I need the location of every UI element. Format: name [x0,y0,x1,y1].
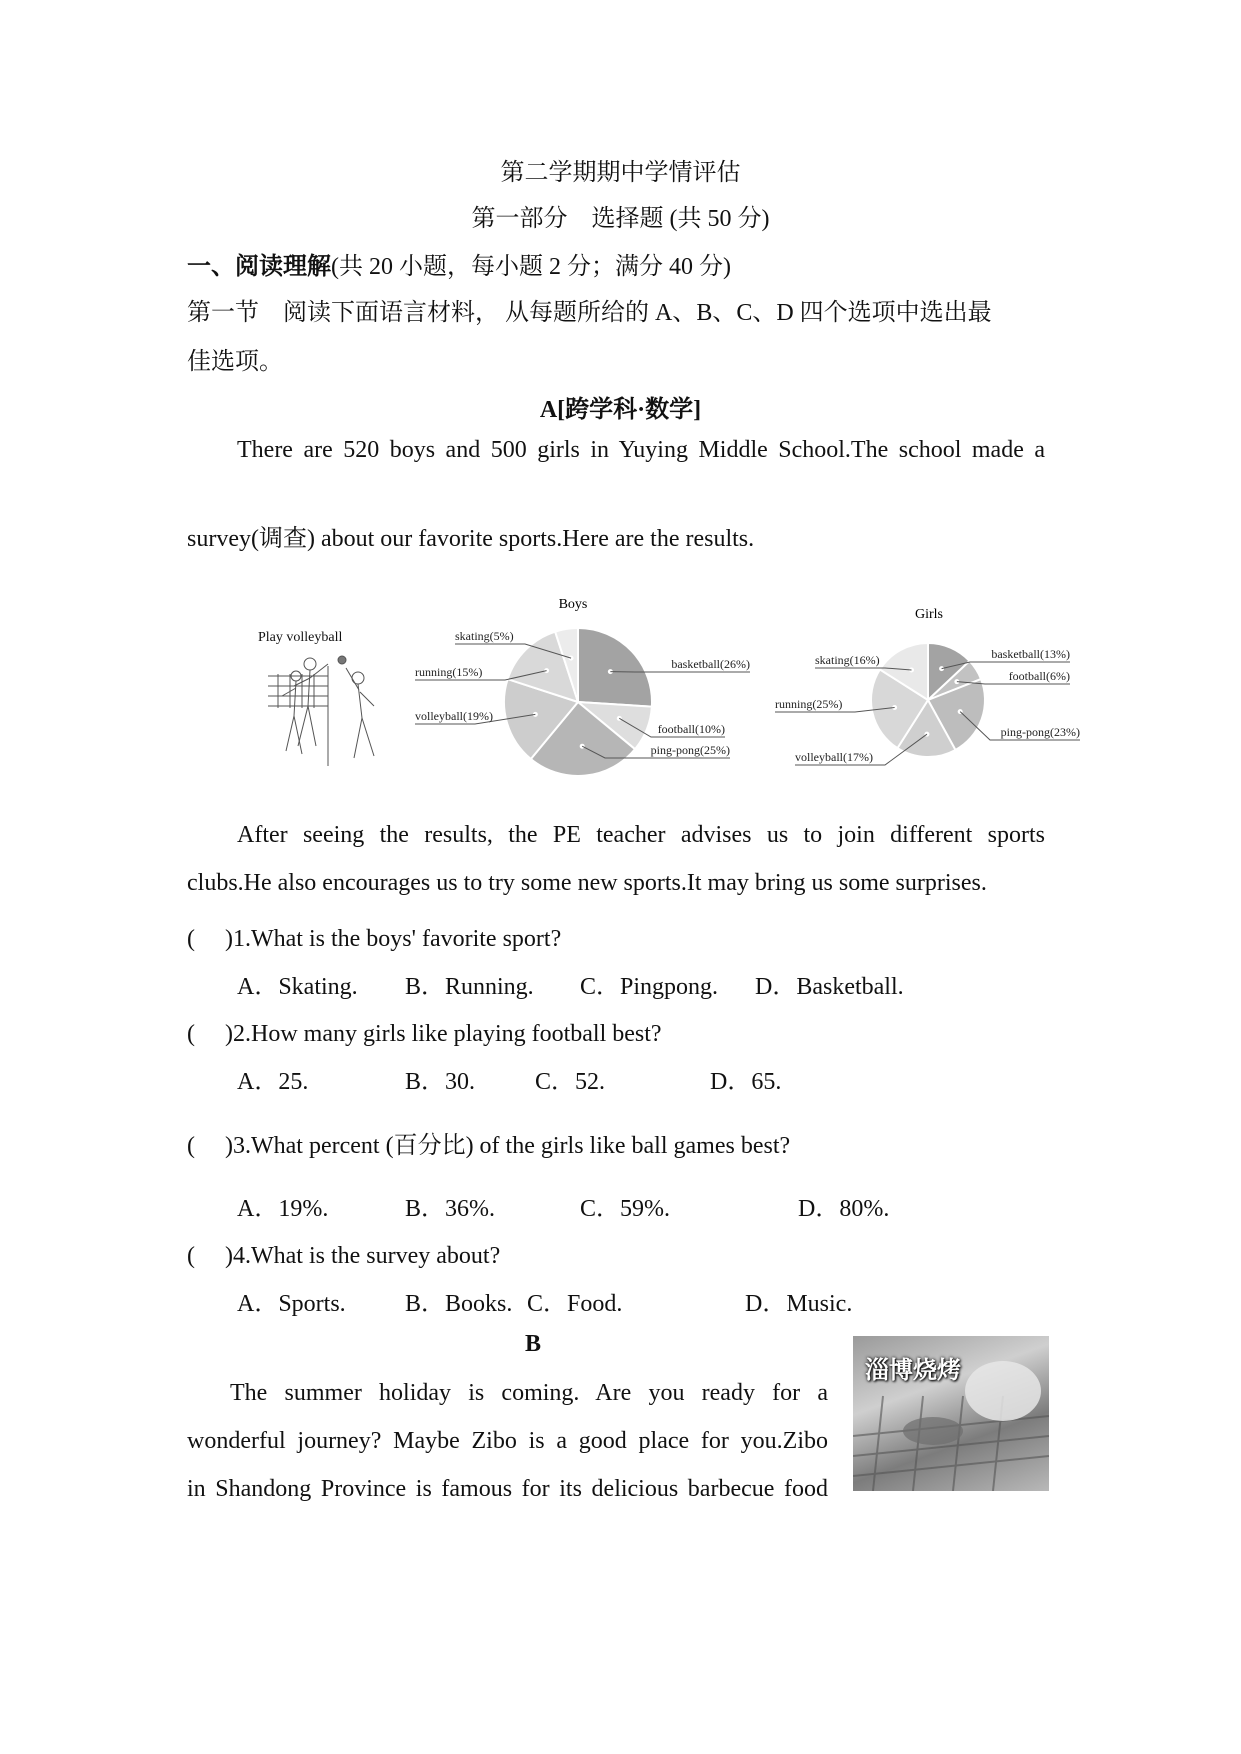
question-4-stem: ( )4.What is the survey about? [187,1243,501,1269]
pie-leader-dot [569,656,574,661]
q4-option-c[interactable]: C．Food. [527,1291,623,1317]
passage-b-line-2: wonderful journey? Maybe Zibo is a good place for you.Zibo [187,1428,828,1454]
q4-option-b[interactable]: B．Books. [405,1291,513,1317]
pie-label-basketball: basketball(13%) [991,647,1070,661]
q1-option-d[interactable]: D．Basketball. [755,974,904,1000]
pie-label-football: football(6%) [1008,669,1070,683]
page-title: 第二学期期中学情评估 [500,160,741,186]
q2-option-b[interactable]: B．30. [405,1069,476,1095]
q1-option-a[interactable]: A．Skating. [237,974,358,1000]
q3-option-d[interactable]: D．80%. [798,1196,890,1222]
section-heading-bold: 一、阅读理解 [187,254,331,280]
passage-a-after-1: After seeing the results, the PE teacher advises us to join different sports [237,822,1045,848]
passage-b-title: B [525,1331,542,1357]
pie-label-football: football(10%) [657,722,725,736]
girls-pie-chart [775,600,1080,780]
pie-leader-dot [580,744,585,749]
boys-chart-title: Boys [558,597,588,612]
q2-option-a[interactable]: A．25. [237,1069,309,1095]
illustration-caption: Play volleyball [258,630,343,645]
boys-pie-chart [415,590,760,780]
photo-caption: 淄博烧烤 [865,1356,961,1384]
pie-label-running: running(25%) [775,697,843,711]
q1-option-c[interactable]: C．Pingpong. [580,974,719,1000]
question-1-stem: ( )1.What is the boys' favorite sport? [187,926,562,952]
volleyball-illustration [258,630,408,775]
q4-option-a[interactable]: A．Sports. [237,1291,346,1317]
passage-a-intro-2: survey(调查) about our favorite sports.Here are the results. [187,526,755,552]
pie-label-volleyball: volleyball(19%) [415,709,493,723]
girls-chart-title: Girls [915,607,943,622]
pie-slice-basketball [578,628,652,707]
q3-option-a[interactable]: A．19%. [237,1196,329,1222]
pie-label-running: running(15%) [415,665,483,679]
question-2-stem: ( )2.How many girls like playing football best? [187,1021,662,1047]
pie-label-basketball: basketball(26%) [671,657,750,671]
pie-label-volleyball: volleyball(17%) [795,750,873,764]
question-2-options [237,1061,1057,1096]
part-subtitle: 第一部分 选择题 (共 50 分) [471,206,770,232]
passage-a-after-2: clubs.He also encourages us to try some new sports.It may bring us some surprises. [187,870,987,896]
pie-label-ping-pong: ping-pong(23%) [1000,725,1080,739]
question-3-options [237,1188,1057,1223]
instruction-line-1: 第一节 阅读下面语言材料， 从每题所给的 A、B、C、D 四个选项中选出最 [187,300,992,326]
pie-label-skating: skating(16%) [815,653,880,667]
passage-b-line-3: in Shandong Province is famous for its delicious barbecue food [187,1476,828,1502]
section-heading [187,246,731,281]
question-1-options [237,966,1057,1001]
pie-label-ping-pong: ping-pong(25%) [650,743,730,757]
volleyball-players-icon [258,646,408,771]
q3-option-b[interactable]: B．36%. [405,1196,495,1222]
q2-option-c[interactable]: C．52. [535,1069,606,1095]
question-3-stem: ( )3.What percent (百分比) of the girls like ball games best? [187,1133,791,1159]
passage-b-line-1: The summer holiday is coming. Are you ready for a [230,1380,828,1406]
q2-option-d[interactable]: D．65. [710,1069,782,1095]
q1-option-b[interactable]: B．Running. [405,974,534,1000]
passage-a-intro-1: There are 520 boys and 500 girls in Yuying Middle School.The school made a [237,437,1045,463]
passage-a-title: A[跨学科·数学] [539,397,702,423]
pie-label-skating: skating(5%) [455,629,514,643]
section-heading-rest: (共 20 小题，每小题 2 分；满分 40 分) [331,254,731,280]
q3-option-c[interactable]: C．59%. [580,1196,670,1222]
q4-option-d[interactable]: D．Music. [745,1291,853,1317]
zibo-bbq-photo [853,1336,1049,1491]
instruction-line-2: 佳选项。 [187,349,283,375]
question-4-options [237,1283,1057,1318]
